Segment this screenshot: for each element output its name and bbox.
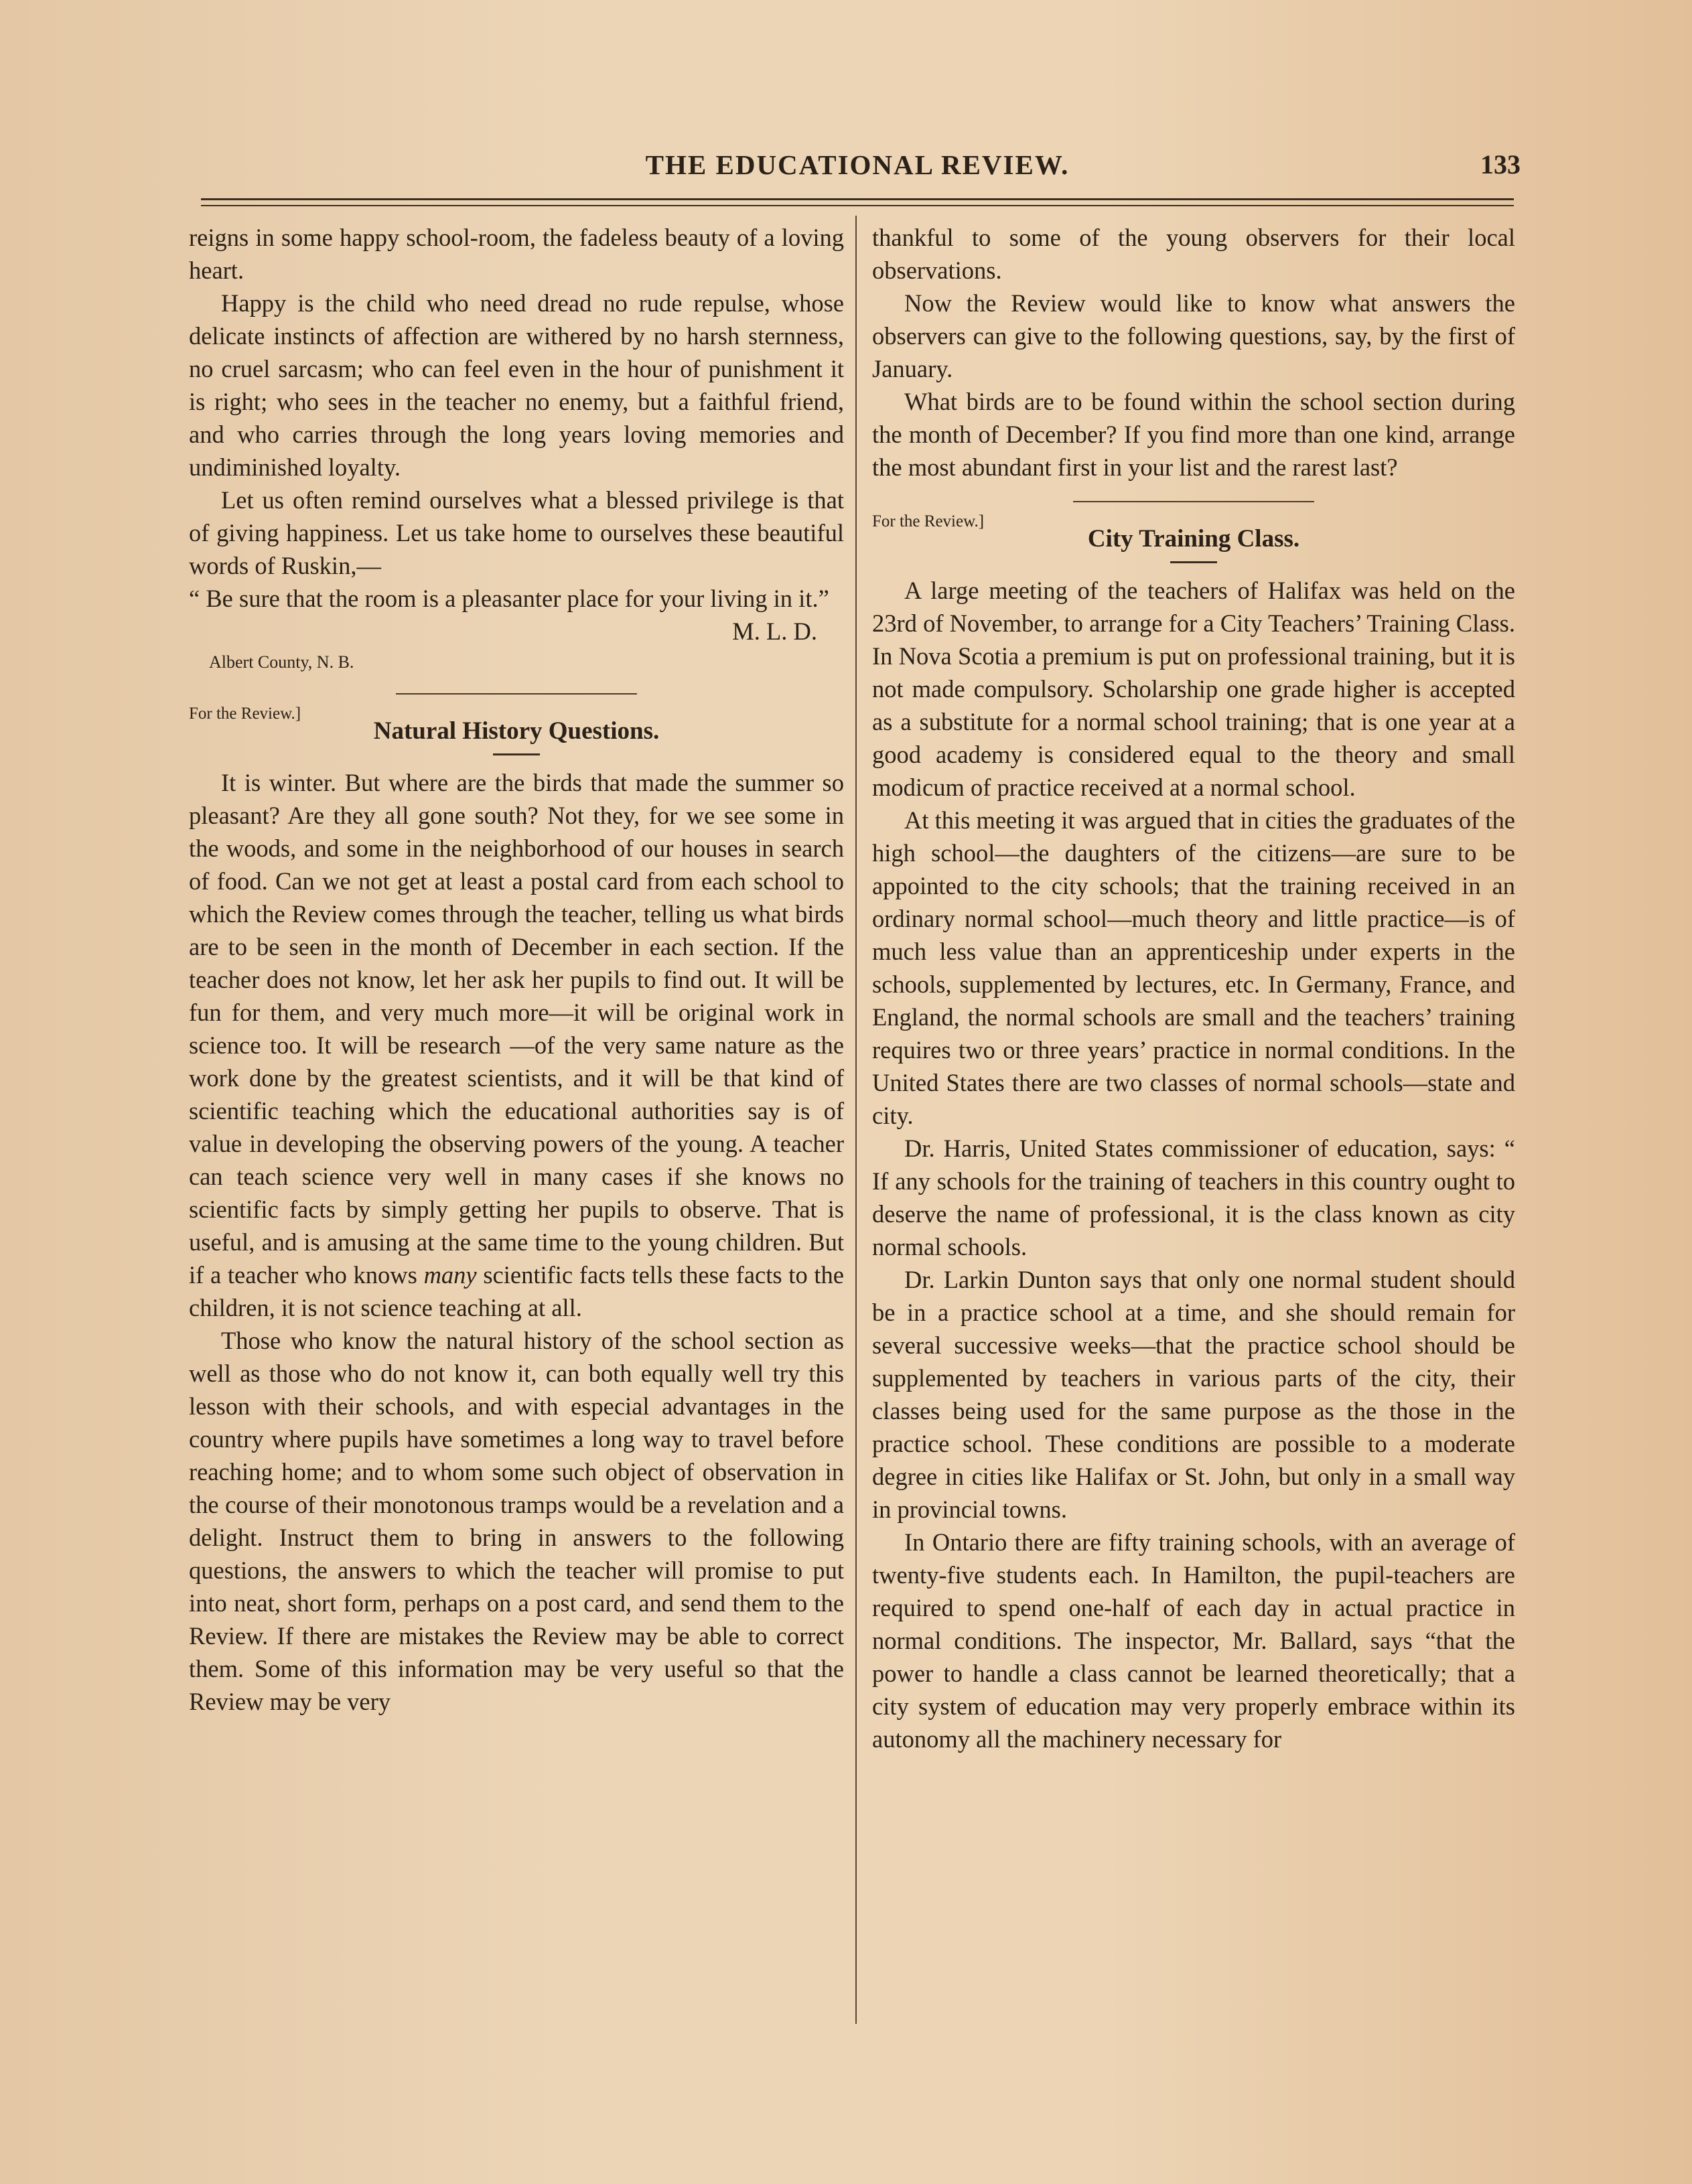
paragraph: Those who know the natural history of the school section as well as those who do not know it, can both equally well try this lesson with their schools, and with especial advantages in the country where pupils have sometimes a long way to travel before reaching home; and to whom some such object of observation in the course of their monotonous tramps would be a revelation and a delight. Instruct them to bring in answers to the following questions, the answers to which the teacher will promise to put into neat, short form, perhaps on a post card, and send them to the Review. If there are mistakes the Review may be able to correct them. Some of this information may be very useful so that the Review may be very: [189, 1327, 844, 1715]
paragraph: Dr. Harris, United States commissioner of education, says: “ If any schools for the training of teachers in this country ought to deserve the name of professional, it is the class known as city normal schools.: [872, 1135, 1515, 1260]
signature-line: [189, 615, 844, 648]
for-review-note: For the Review.]: [189, 705, 301, 723]
title-rule: [493, 753, 540, 755]
paragraph: reigns in some happy school-room, the fadeless beauty of a loving heart.: [189, 224, 844, 284]
header-rule: [201, 198, 1514, 200]
right-column: [872, 221, 1515, 1755]
article-title: Natural History Questions.: [373, 717, 660, 745]
author-initials: M. L. D.: [732, 617, 817, 645]
running-head: THE EDUCATIONAL REVIEW.: [645, 149, 1070, 180]
paragraph: A large meeting of the teachers of Halifax was held on the 23rd of November, to arrange for a City Teachers’ Training Class. In Nova Scotia a premium is put on professional training, but it is not made compulsory. Scholarship one grade higher is accepted as a substitute for a normal school training; that is one year at a good academy is considered equal to the theory and small modicum of practice received at a normal school.: [872, 577, 1515, 801]
page-header: [194, 149, 1521, 189]
paragraph: thankful to some of the young observers for their local observations.: [872, 224, 1515, 284]
paragraph: Happy is the child who need dread no rude repulse, whose delicate instincts of affection are withered by no harsh sternness, no cruel sarcasm; who can feel even in the hour of punishment it is right; who sees in the teacher no enemy, but a faithful friend, and who carries through the long years loving memories and undiminished loyalty.: [189, 289, 844, 481]
title-rule: [1170, 561, 1217, 563]
emphasis: many: [423, 1261, 477, 1289]
left-column: [189, 221, 844, 1718]
paragraph: What birds are to be found within the school section during the month of December? If you find more than one kind, arrange the most abundant first in your list and the rarest last?: [872, 388, 1515, 481]
text-run: It is winter. But where are the birds that made the summer so pleasant? Are they all gone south? Not they, for we see some in the woods, and some in the neighborhood of our houses in search of food. Can we not get at least a postal card from each school to which the Review comes through the teacher, telling us what birds are to be seen in the month of December in each section. If the teacher does not know, let her ask her pupils to find out. It will be fun for them, and very much more—it will be original work in science too. It will be research —of the very same nature as the work done by the greatest scientists, and it will be that kind of scientific teaching which the educational authorities say is of value in developing the observing powers of the young. A teacher can teach science very well in many cases if she knows no scientific facts by simply getting her pupils to observe. That is useful, and is amusing at the same time to the young children. But if a teacher who knows: [189, 769, 844, 1289]
article-title: City Training Class.: [1087, 525, 1300, 553]
paragraph: Let us often remind ourselves what a blessed privilege is that of giving happiness. Let us take home to ourselves these beautiful words of Ruskin,—: [189, 486, 844, 579]
for-review-note: For the Review.]: [872, 512, 985, 530]
article-separator: [1073, 501, 1314, 502]
article-separator: [396, 693, 637, 695]
text-run: scientific facts tells these facts to the children, it is not science teaching at all.: [189, 1261, 844, 1321]
paragraph: At this meeting it was argued that in cities the graduates of the high school—the daughters of the citizens—are sure to be appointed to the city schools; that the training received in an ordinary normal school—much theory and little practice—is of much less value than an apprenticeship under experts in the schools, supplemented by lectures, etc. In Germany, France, and England, the normal schools are small and the teachers’ training requires two or three years’ practice in normal conditions. In the United States there are two classes of normal schools—state and city.: [872, 806, 1515, 1129]
header-rule-secondary: [201, 205, 1514, 206]
place-line: Albert County, N. B.: [209, 652, 354, 672]
column-divider: [855, 216, 857, 2024]
paragraph: Dr. Larkin Dunton says that only one normal student should be in a practice school at a time, and she should remain for several successive weeks—that the practice school should be supplemented by teachers in various parts of the city, their classes being used for the same purpose as the those in the practice school. These conditions are possible to a moderate degree in cities like Halifax or St. John, but only in a small way in provincial towns.: [872, 1266, 1515, 1523]
paragraph: Now the Review would like to know what answers the observers can give to the following questions, say, by the first of January.: [872, 289, 1515, 382]
ruskin-quote: “ Be sure that the room is a pleasanter place for your living in it.”: [189, 585, 829, 612]
paragraph: [189, 766, 844, 1324]
page-number: 133: [1480, 149, 1521, 179]
paragraph: In Ontario there are fifty training schools, with an average of twenty-five students each. In Hamilton, the pupil-teachers are required to spend one-half of each day in actual practice in normal conditions. The inspector, Mr. Ballard, says “that the power to handle a class cannot be learned theoretically; that a city system of education may very properly embrace within its autonomy all the machinery necessary for: [872, 1528, 1515, 1753]
